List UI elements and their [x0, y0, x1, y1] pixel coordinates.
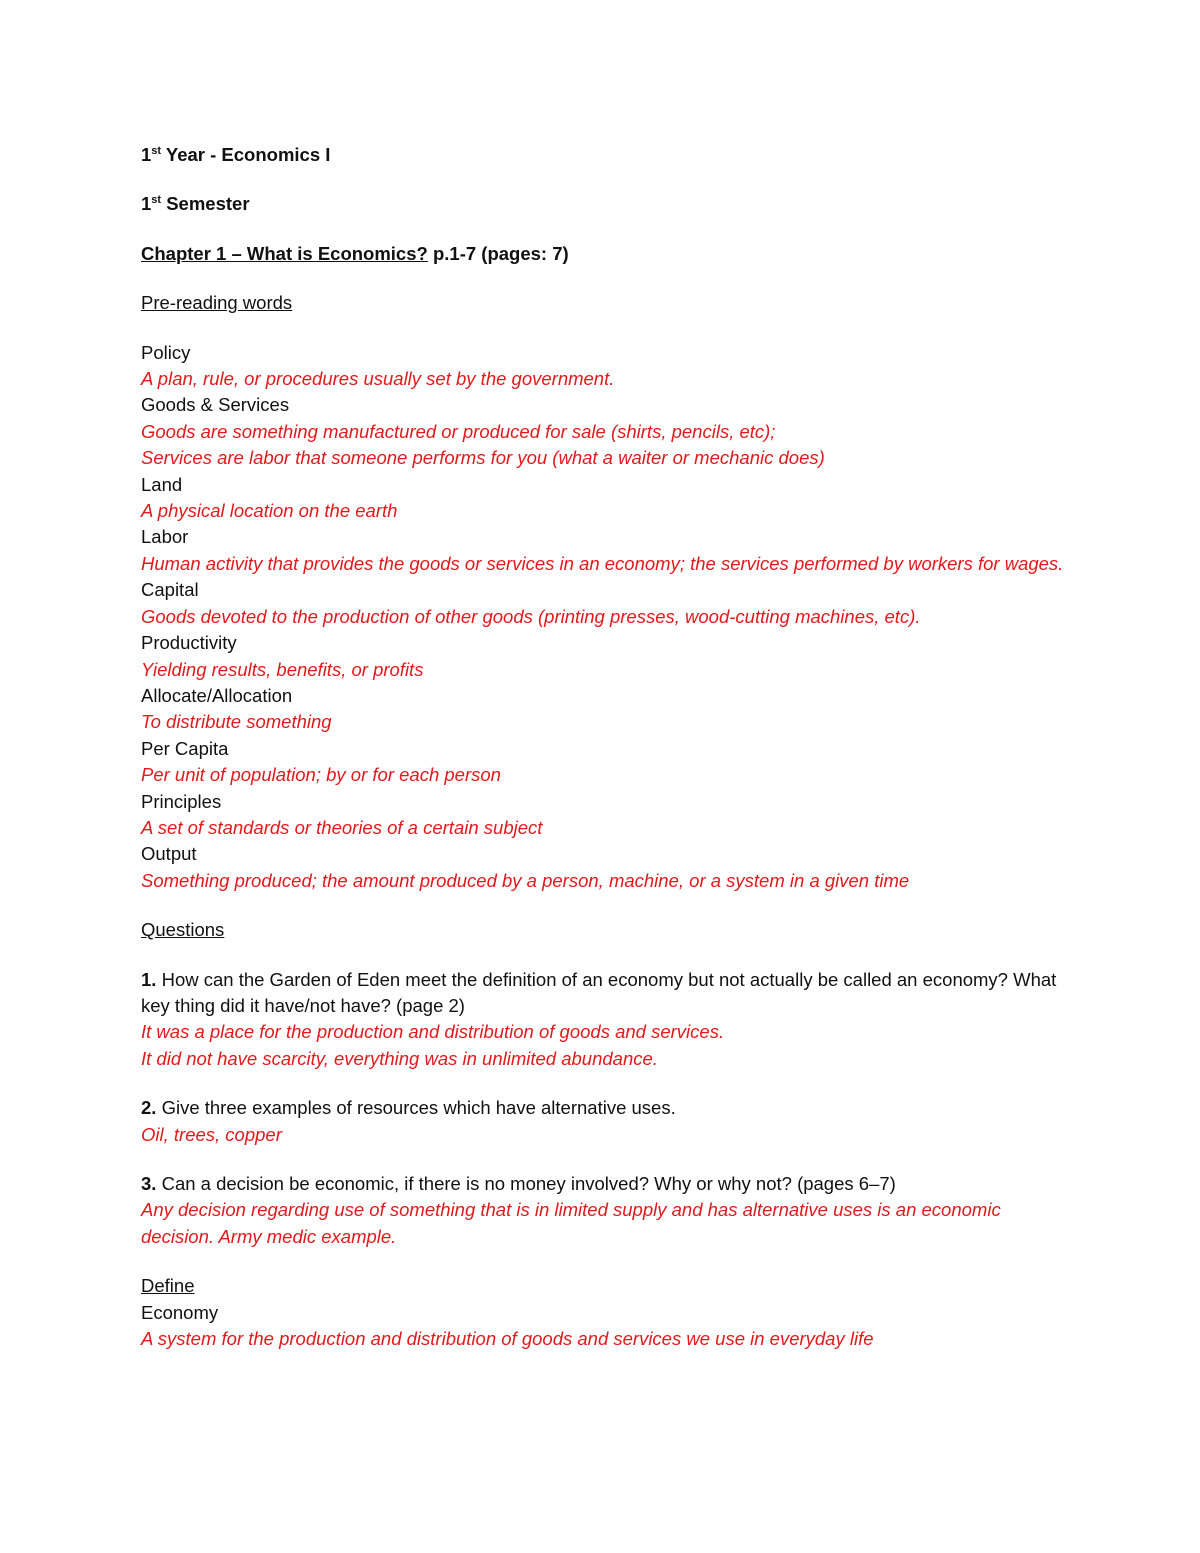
term: Output	[141, 843, 197, 865]
year-number: 1	[141, 144, 152, 165]
question-3	[141, 1171, 1071, 1250]
term: Allocate/Allocation	[141, 684, 293, 706]
term: Policy	[141, 341, 191, 363]
semester-title	[141, 191, 1071, 217]
prereading-list	[141, 340, 1071, 895]
definition: To distribute something	[141, 711, 332, 733]
question-1	[141, 967, 1071, 1073]
semester-name: Semester	[161, 193, 250, 215]
answer: It was a place for the production and distribution of goods and services.	[141, 1021, 725, 1043]
definition: A set of standards or theories of a certain subject	[141, 816, 543, 838]
definition: A system for the production and distribution of goods and services we use in everyday life	[141, 1328, 874, 1350]
term: Per Capita	[141, 737, 229, 759]
chapter-heading	[141, 241, 1071, 267]
semester-ordinal: st	[151, 194, 162, 207]
question-text: 2. Give three examples of resources which have alternative uses.	[141, 1097, 676, 1119]
question-text: 1. How can the Garden of Eden meet the definition of an economy but not actually be called an economy? What key thing did it have/not have? (page 2)	[141, 968, 1057, 1016]
answer: Oil, trees, copper	[141, 1123, 282, 1145]
question-2	[141, 1095, 1071, 1148]
document-content	[141, 142, 1071, 1352]
definition: A plan, rule, or procedures usually set by the government.	[141, 368, 615, 390]
definition: Yielding results, benefits, or profits	[141, 658, 424, 680]
term: Goods & Services	[141, 394, 290, 416]
answer: It did not have scarcity, everything was in unlimited abundance.	[141, 1047, 658, 1069]
definition: Human activity that provides the goods or services in an economy; the services performed by workers for wages.	[141, 552, 1064, 574]
semester-number: 1	[141, 193, 152, 215]
chapter-pages: p.1-7 (pages: 7)	[427, 242, 569, 264]
definition: Per unit of population; by or for each person	[141, 764, 501, 786]
definition: Goods devoted to the production of other goods (printing presses, wood-cutting machines, etc).	[141, 605, 921, 627]
term: Productivity	[141, 632, 237, 654]
term: Capital	[141, 579, 199, 601]
prereading-heading: Pre-reading words	[141, 292, 293, 314]
course-name: Year - Economics I	[161, 144, 331, 165]
term: Labor	[141, 526, 189, 548]
course-title	[141, 142, 1071, 168]
definition: Goods are something manufactured or produced for sale (shirts, pencils, etc);	[141, 420, 776, 442]
question-number: 2.	[141, 1097, 157, 1119]
term: Principles	[141, 790, 222, 812]
question-text: 3. Can a decision be economic, if there is no money involved? Why or why not? (pages 6–7)	[141, 1173, 896, 1194]
define-heading: Define	[141, 1275, 195, 1297]
term: Land	[141, 473, 183, 495]
answer: Any decision regarding use of something that is in limited supply and has alternative uses is an economic decision. Army medic example.	[141, 1199, 1001, 1247]
question-number: 1.	[141, 968, 157, 990]
question-number: 3.	[141, 1173, 157, 1194]
definition: Services are labor that someone performs for you (what a waiter or mechanic does)	[141, 447, 825, 469]
definition: A physical location on the earth	[141, 500, 398, 522]
chapter-title: Chapter 1 – What is Economics?	[141, 242, 428, 264]
year-ordinal: st	[151, 144, 162, 157]
definition: Something produced; the amount produced by a person, machine, or a system in a given time	[141, 869, 910, 891]
term: Economy	[141, 1301, 219, 1323]
questions-heading: Questions	[141, 919, 225, 941]
